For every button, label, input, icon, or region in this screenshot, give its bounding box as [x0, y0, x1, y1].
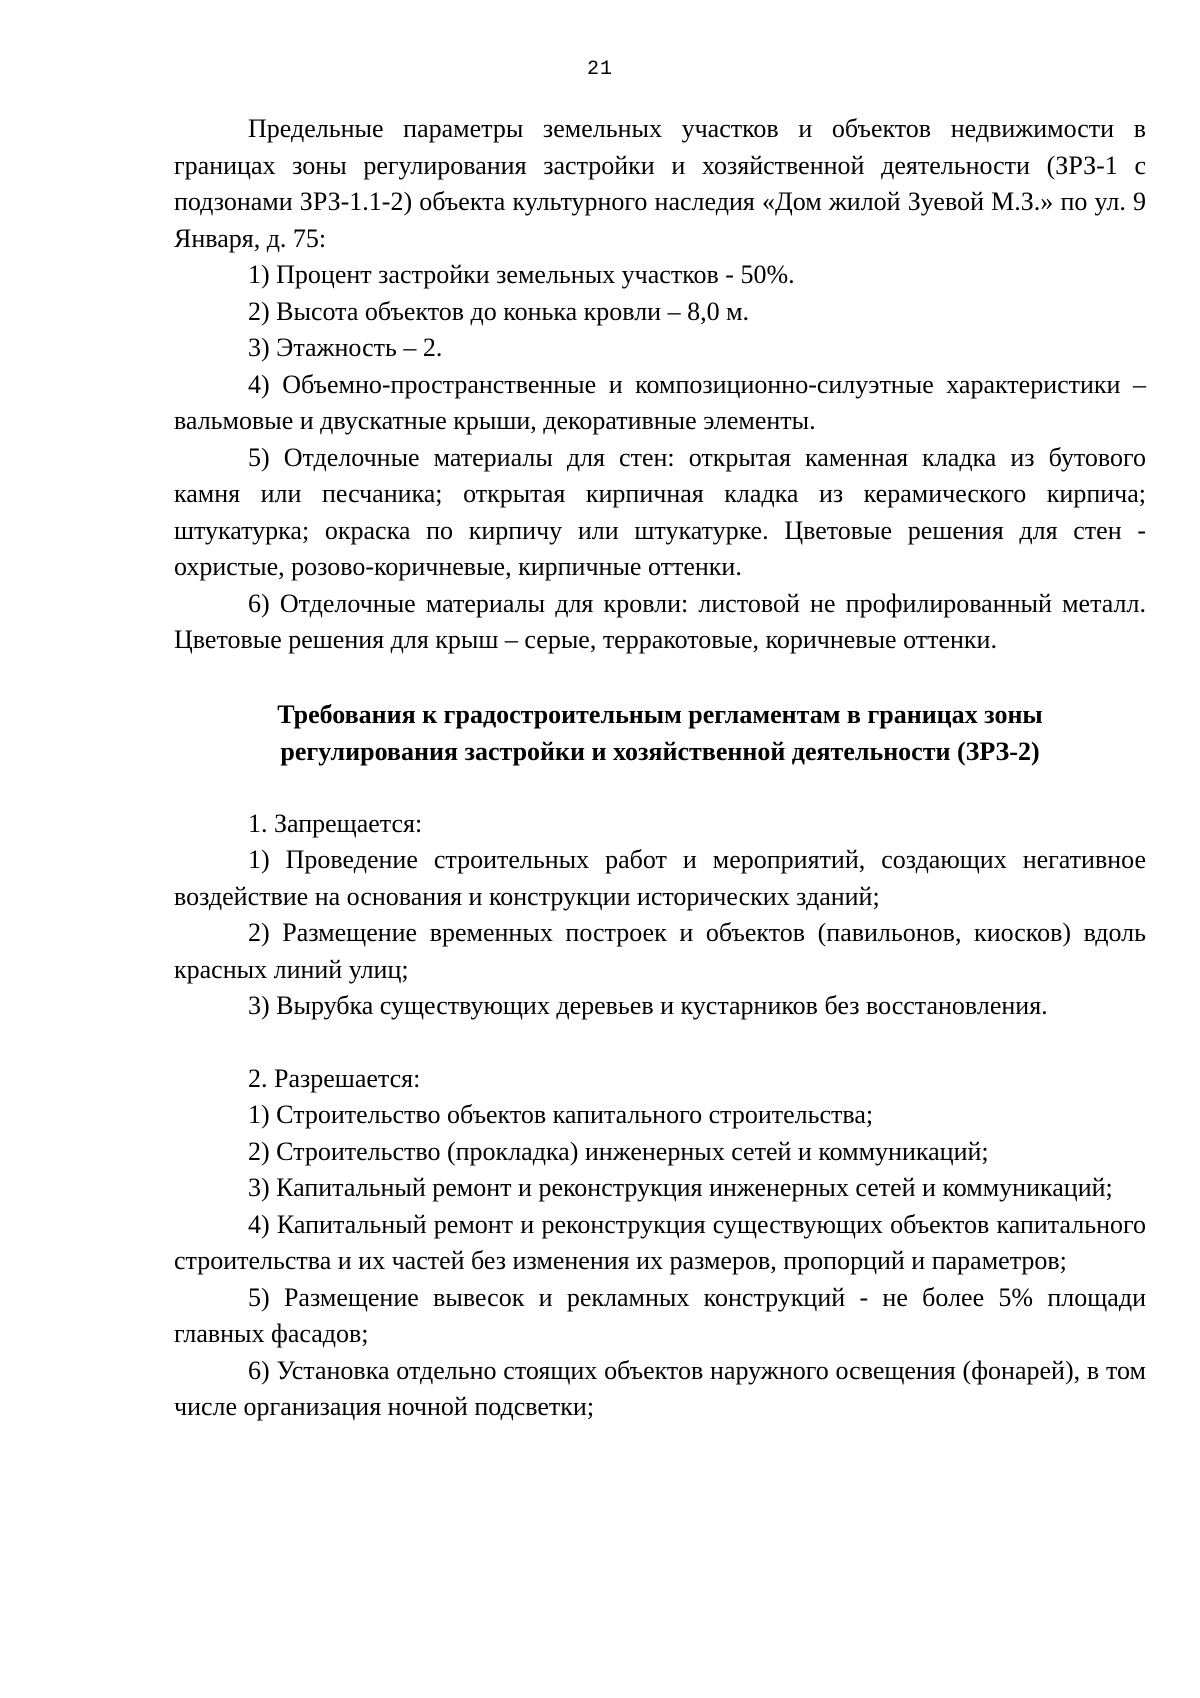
- permitted-item: 4) Капитальный ремонт и реконструкция существующих объектов капитального строительства и их частей без изменения их размеров, пропорций и параметров;: [174, 1209, 1146, 1275]
- page-number: 21: [586, 58, 613, 81]
- section-heading-line-1: Требования к градостроительным регламентам в границах зоны: [277, 699, 1043, 729]
- section-heading-line-2: регулирования застройки и хозяйственной деятельности (ЗРЗ-2): [280, 736, 1040, 766]
- document-body: [174, 111, 1146, 1426]
- prohibited-title: 1. Запрещается:: [248, 808, 423, 838]
- spacer: [174, 1025, 1146, 1061]
- prohibited-item: 1) Проведение строительных работ и мероприятий, создающих негативное воздействие на основания и конструкции исторических зданий;: [174, 845, 1146, 911]
- spacer: [174, 659, 1146, 696]
- permitted-item: 1) Строительство объектов капитального строительства;: [248, 1100, 874, 1129]
- spacer: [174, 770, 1146, 806]
- intro-paragraph: Предельные параметры земельных участков и объектов недвижимости в границах зоны регулирования застройки и хозяйственной деятельности (ЗРЗ-1 с подзонами ЗРЗ-1.1-2) объекта культурного наследия «Дом жилой Зуевой М.З.» по ул. 9 Января, д. 75:: [174, 114, 1146, 253]
- intro-item: 3) Этажность – 2.: [248, 333, 443, 362]
- permitted-item: 5) Размещение вывесок и рекламных конструкций - не более 5% площади главных фасадов;: [174, 1282, 1146, 1348]
- intro-item: 1) Процент застройки земельных участков - 50%.: [248, 260, 795, 289]
- intro-item: 2) Высота объектов до конька кровли – 8,0 м.: [248, 296, 750, 326]
- intro-item: 5) Отделочные материалы для стен: открытая каменная кладка из бутового камня или песчаника; открытая кирпичная кладка из керамического кирпича; штукатурка; окраска по кирпичу или штукатурке. Цветовые решения для стен - охристые, розово-коричневые, кирпичные оттенки.: [174, 442, 1146, 581]
- prohibited-item: 3) Вырубка существующих деревьев и кустарников без восстановления.: [248, 991, 1048, 1020]
- prohibited-item: 2) Размещение временных построек и объектов (павильонов, киосков) вдоль красных линий улиц;: [174, 918, 1146, 984]
- permitted-title: 2. Разрешается:: [248, 1063, 421, 1093]
- permitted-item: 3) Капитальный ремонт и реконструкция инженерных сетей и коммуникаций;: [248, 1173, 1113, 1202]
- intro-item: 6) Отделочные материалы для кровли: листовой не профилированный металл. Цветовые решения для крыш – серые, терракотовые, коричневые оттенки.: [174, 588, 1146, 654]
- permitted-item: 6) Установка отдельно стоящих объектов наружного освещения (фонарей), в том числе организация ночной подсветки;: [174, 1355, 1146, 1421]
- intro-item: 4) Объемно-пространственные и композиционно-силуэтные характеристики – вальмовые и двускатные крыши, декоративные элементы.: [174, 369, 1146, 435]
- permitted-item: 2) Строительство (прокладка) инженерных сетей и коммуникаций;: [248, 1136, 989, 1166]
